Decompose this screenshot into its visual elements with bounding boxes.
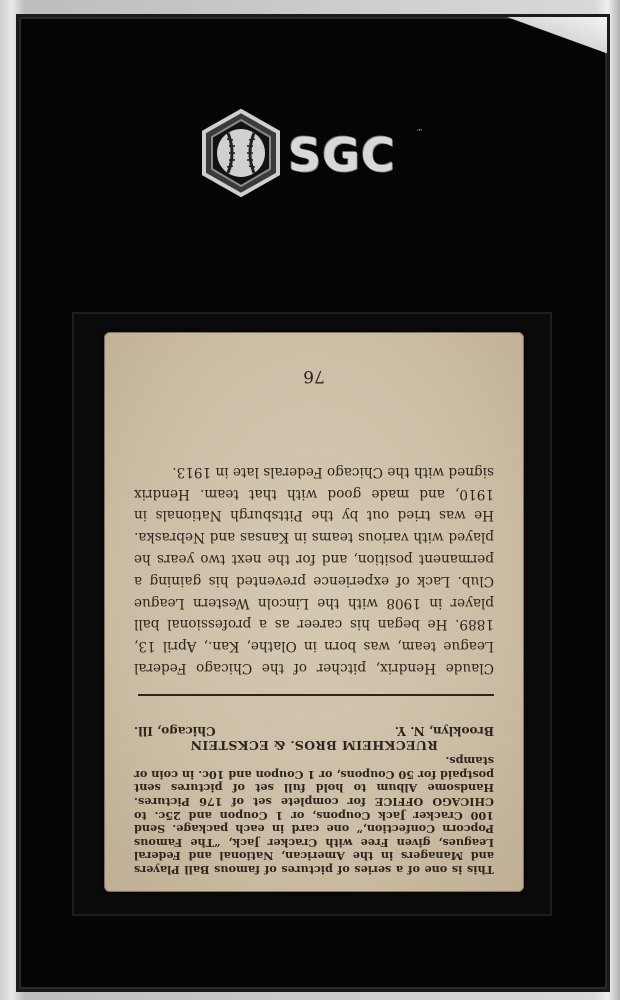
publisher-blurb: This is one of a series of pictures of famous Ball Players and Managers in the American, National and Federal Leagues, given Free with Cracker Jack, “The Famous Popcorn Confection,” one card in each package. Send 100 Cracker Jack Coupons, or 1 Coupon and 25c. to CHICAGO OFFICE for complete set of 176 Pictures. Handsome Album to hold full set of pictures sent postpaid for 50 Coupons, or 1 Coupon and 10c. in coin or stamps. [134,754,494,877]
city-right: Chicago, Ill. [134,724,216,739]
sgc-logo [200,108,430,198]
publisher-section [134,723,494,876]
card-number: 76 [303,366,325,386]
city-left: Brooklyn, N. Y. [394,724,494,739]
label-corner [497,17,607,57]
divider-rule [138,694,494,696]
publisher-cities [134,723,494,737]
baseball-badge-icon [200,108,282,198]
card-text-upside-down [104,332,524,892]
player-biography: Claude Hendrix, pitcher of the Chicago Federal League team, was born in Olathe, Kan., April 13, 1889. He began his career as a professional ball player in 1908 with the Lincoln Western League Club. Lack of experience prevented his gaining a permanent position, and for the next two years he played with various teams in Kansas and Nebraska. He was tried out by the Pittsburgh Nationals in 1910, and made good with that team. Hendrix signed with the Chicago Federals late in 1913. [134,463,494,676]
publisher-name: RUECKHEIM BROS. & ECKSTEIN [190,737,438,753]
logo-wordmark: SGC [288,128,396,182]
baseball-card-back [104,332,524,892]
trademark-mark: ™ [416,128,423,136]
